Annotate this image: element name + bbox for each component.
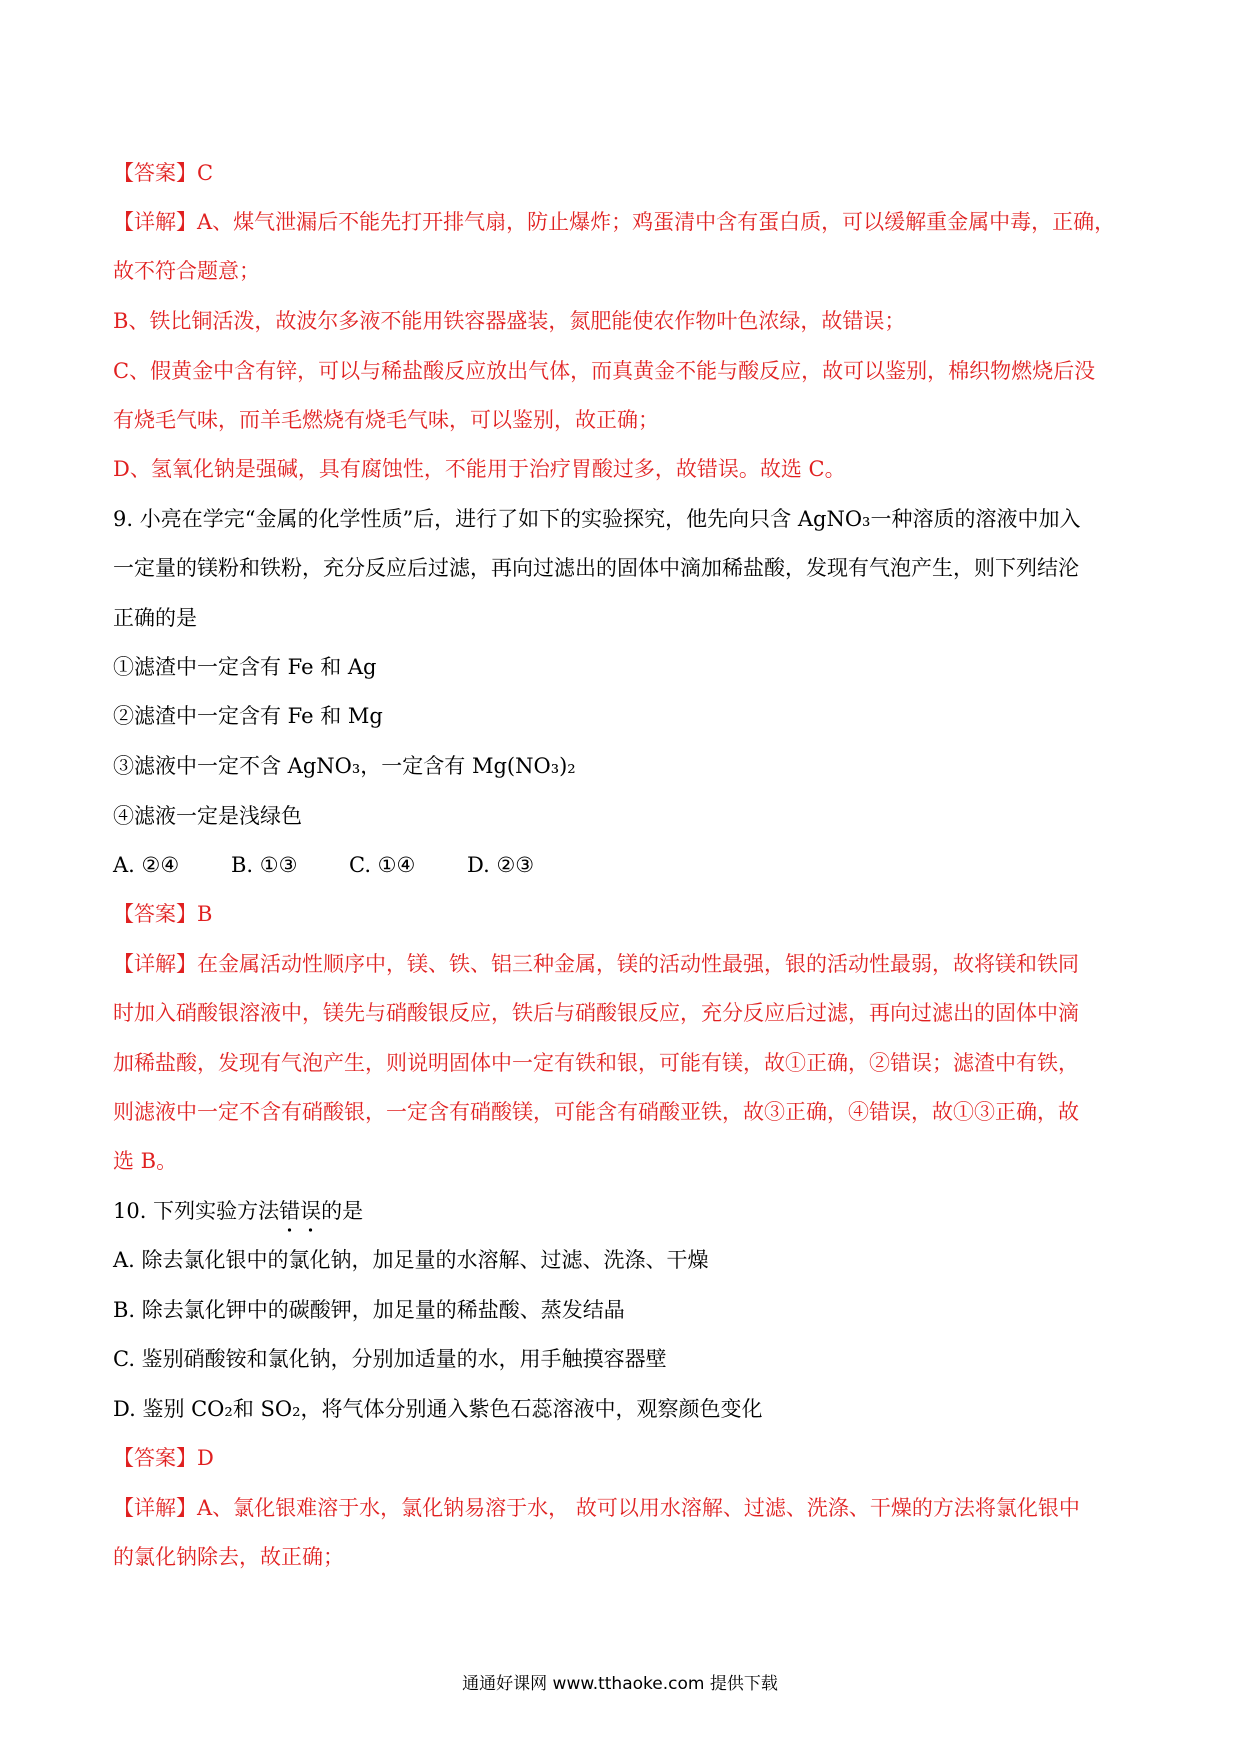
q8-detail-line-6: D、氢氧化钠是强碱，具有腐蚀性，不能用于治疗胃酸过多，故错误。故选 C。 bbox=[113, 457, 846, 481]
q9-options bbox=[113, 850, 534, 880]
q9-option-d: D. ②③ bbox=[467, 853, 535, 877]
answer-label: 【答案】 bbox=[113, 161, 197, 185]
answer-value: B bbox=[197, 902, 213, 926]
detail-label: 【详解】 bbox=[113, 952, 197, 976]
q10-option-c: C. 鉴别硝酸铵和氯化钠，分别加适量的水，用手触摸容器壁 bbox=[113, 1347, 667, 1371]
q9-stem-line-1: 9. 小亮在学完“金属的化学性质”后，进行了如下的实验探究，他先向只含 AgNO₃一种溶质的溶液中加入 bbox=[113, 507, 1081, 531]
q9-answer bbox=[113, 899, 212, 929]
answer-value: D bbox=[197, 1446, 214, 1470]
q9-detail-line-1: 【详解】在金属活动性顺序中，镁、铁、铝三种金属，镁的活动性最强，银的活动性最弱，故将镁和铁同 bbox=[113, 952, 1079, 976]
page-footer: 通通好课网 www.tthaoke.com 提供下载 bbox=[462, 1674, 778, 1694]
q10-option-b: B. 除去氯化钾中的碳酸钾，加足量的稀盐酸、蒸发结晶 bbox=[113, 1298, 625, 1322]
q10-detail-line-2: 的氯化钠除去，故正确； bbox=[113, 1545, 344, 1569]
q9-detail-line-5: 选 B。 bbox=[113, 1149, 178, 1173]
answer-value: C bbox=[197, 161, 214, 185]
q8-detail-line-4: C、假黄金中含有锌，可以与稀盐酸反应放出气体，而真黄金不能与酸反应，故可以鉴别，棉织物燃烧后没 bbox=[113, 359, 1096, 383]
q9-statement-3: ③滤液中一定不含 AgNO₃，一定含有 Mg(NO₃)₂ bbox=[113, 754, 576, 778]
q8-answer bbox=[113, 158, 213, 188]
detail-label: 【详解】 bbox=[113, 210, 197, 234]
q10-option-d: D. 鉴别 CO₂和 SO₂，将气体分别通入紫色石蕊溶液中，观察颜色变化 bbox=[113, 1397, 763, 1421]
q9-statement-1: ①滤渣中一定含有 Fe 和 Ag bbox=[113, 655, 377, 679]
q10-option-a: A. 除去氯化银中的氯化钠，加足量的水溶解、过滤、洗涤、干燥 bbox=[113, 1248, 709, 1272]
q8-detail-line-1: 【详解】A、煤气泄漏后不能先打开排气扇，防止爆炸；鸡蛋清中含有蛋白质，可以缓解重金属中毒，正确， bbox=[113, 210, 1116, 234]
q8-detail-line-5: 有烧毛气味，而羊毛燃烧有烧毛气味，可以鉴别，故正确； bbox=[113, 408, 659, 432]
q9-option-b: B. ①③ bbox=[231, 853, 298, 877]
answer-label: 【答案】 bbox=[113, 902, 197, 926]
detail-label: 【详解】 bbox=[113, 1496, 197, 1520]
q9-statement-2: ②滤渣中一定含有 Fe 和 Mg bbox=[113, 704, 383, 728]
answer-label: 【答案】 bbox=[113, 1446, 197, 1470]
q10-detail-line-1: 【详解】A、氯化银难溶于水，氯化钠易溶于水， 故可以用水溶解、过滤、洗涤、干燥的方法将氯化银中 bbox=[113, 1496, 1080, 1520]
q9-detail-line-3: 加稀盐酸，发现有气泡产生，则说明固体中一定有铁和银，可能有镁，故①正确，②错误；滤渣中有铁， bbox=[113, 1051, 1079, 1075]
q8-detail-line-3: B、铁比铜活泼，故波尔多液不能用铁容器盛装，氮肥能使农作物叶色浓绿，故错误； bbox=[113, 309, 906, 333]
q9-detail-line-4: 则滤液中一定不含有硝酸银，一定含有硝酸镁，可能含有硝酸亚铁，故③正确，④错误，故①③正确，故 bbox=[113, 1100, 1079, 1124]
q8-detail-line-2: 故不符合题意； bbox=[113, 259, 260, 283]
q9-option-c: C. ①④ bbox=[349, 853, 416, 877]
q9-detail-line-2: 时加入硝酸银溶液中，镁先与硝酸银反应，铁后与硝酸银反应，充分反应后过滤，再向过滤出的固体中滴 bbox=[113, 1001, 1079, 1025]
q9-statement-4: ④滤液一定是浅绿色 bbox=[113, 804, 302, 828]
q9-stem-line-3: 正确的是 bbox=[113, 606, 197, 630]
emphasis-dotted: 错误 bbox=[279, 1196, 321, 1226]
q10-stem: 10. 下列实验方法错误的是 bbox=[113, 1196, 363, 1226]
q9-option-a: A. ②④ bbox=[113, 853, 180, 877]
q9-stem-line-2: 一定量的镁粉和铁粉，充分反应后过滤，再向过滤出的固体中滴加稀盐酸，发现有气泡产生，则下列结沦 bbox=[113, 556, 1079, 580]
q10-answer bbox=[113, 1443, 214, 1473]
